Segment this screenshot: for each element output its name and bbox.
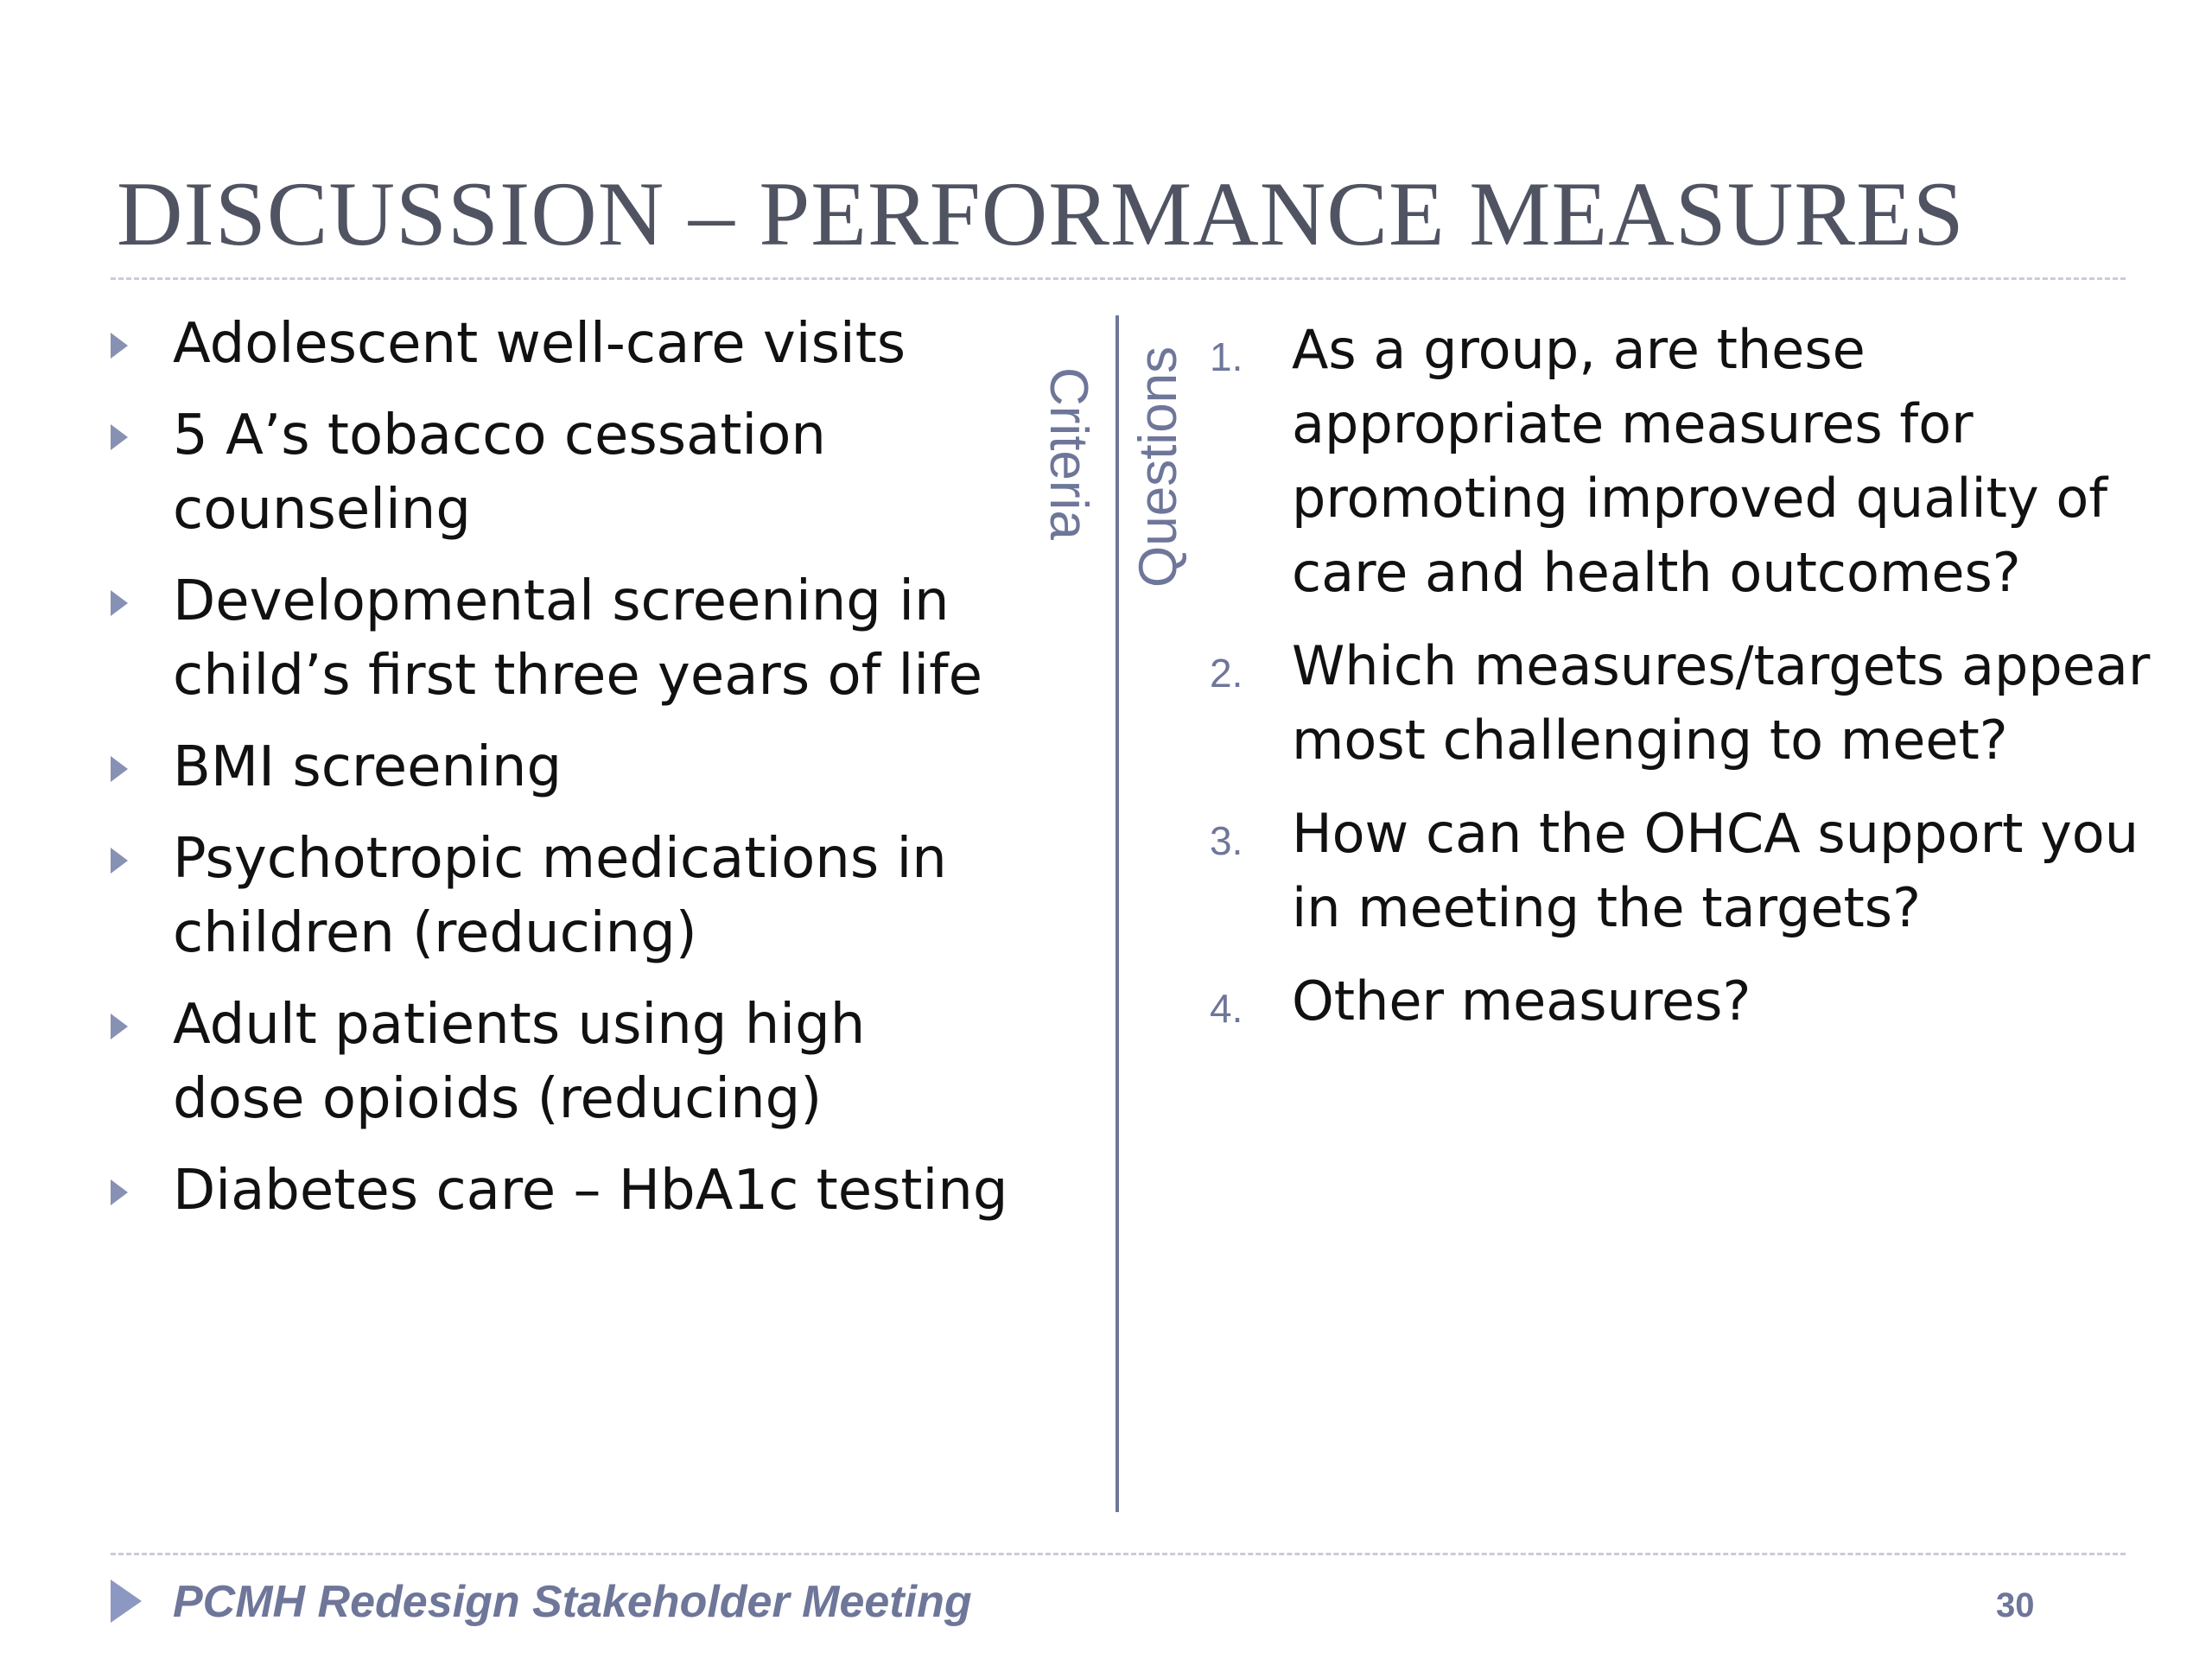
footer-title: PCMH Redesign Stakeholder Meeting xyxy=(173,1577,972,1627)
questions-list xyxy=(1201,313,2152,1058)
triangle-bullet-icon xyxy=(111,333,128,359)
footer-divider xyxy=(111,1553,2126,1555)
column-divider xyxy=(1116,315,1119,1512)
criteria-item xyxy=(104,1154,1011,1228)
question-number: 3. xyxy=(1210,818,1243,863)
criteria-item-text: Adult patients using high dose opioids (reducing) xyxy=(173,993,866,1131)
triangle-right-icon xyxy=(111,1580,142,1623)
criteria-item-text: 5 A’s tobacco cessation counseling xyxy=(173,404,826,542)
questions-label: Questions xyxy=(1128,346,1188,588)
criteria-item-text: Adolescent well-care visits xyxy=(173,312,906,376)
criteria-item-text: Developmental screening in child’s first three years of life xyxy=(173,569,982,708)
criteria-list xyxy=(104,307,1011,1245)
criteria-item xyxy=(104,398,1011,547)
triangle-bullet-icon xyxy=(111,1014,128,1039)
question-text: As a group, are these appropriate measures for promoting improved quality of care and health outcomes? xyxy=(1292,318,2108,604)
question-text: How can the OHCA support you in meeting the targets? xyxy=(1292,802,2139,939)
question-number: 4. xyxy=(1210,986,1243,1031)
slide-title: DISCUSSION – PERFORMANCE MEASURES xyxy=(117,163,1965,264)
question-item xyxy=(1201,629,2152,778)
criteria-item xyxy=(104,988,1011,1136)
triangle-bullet-icon xyxy=(111,756,128,782)
criteria-item xyxy=(104,307,1011,381)
title-divider xyxy=(111,277,2126,280)
question-text: Other measures? xyxy=(1292,969,1751,1033)
triangle-bullet-icon xyxy=(111,1179,128,1205)
question-item xyxy=(1201,964,2152,1039)
question-item xyxy=(1201,797,2152,945)
criteria-item-text: Diabetes care – HbA1c testing xyxy=(173,1159,1008,1223)
criteria-item xyxy=(104,822,1011,970)
question-number: 2. xyxy=(1210,651,1243,696)
criteria-item-text: BMI screening xyxy=(173,735,563,799)
criteria-item-text: Psychotropic medications in children (reducing) xyxy=(173,827,947,965)
triangle-bullet-icon xyxy=(111,590,128,616)
criteria-item xyxy=(104,730,1011,804)
page-number: 30 xyxy=(1996,1586,2035,1624)
question-item xyxy=(1201,313,2152,610)
question-text: Which measures/targets appear most challenging to meet? xyxy=(1292,634,2151,772)
criteria-item xyxy=(104,564,1011,713)
triangle-bullet-icon xyxy=(111,424,128,450)
question-number: 1. xyxy=(1210,334,1243,379)
triangle-bullet-icon xyxy=(111,848,128,874)
criteria-label: Criteria xyxy=(1039,367,1098,540)
